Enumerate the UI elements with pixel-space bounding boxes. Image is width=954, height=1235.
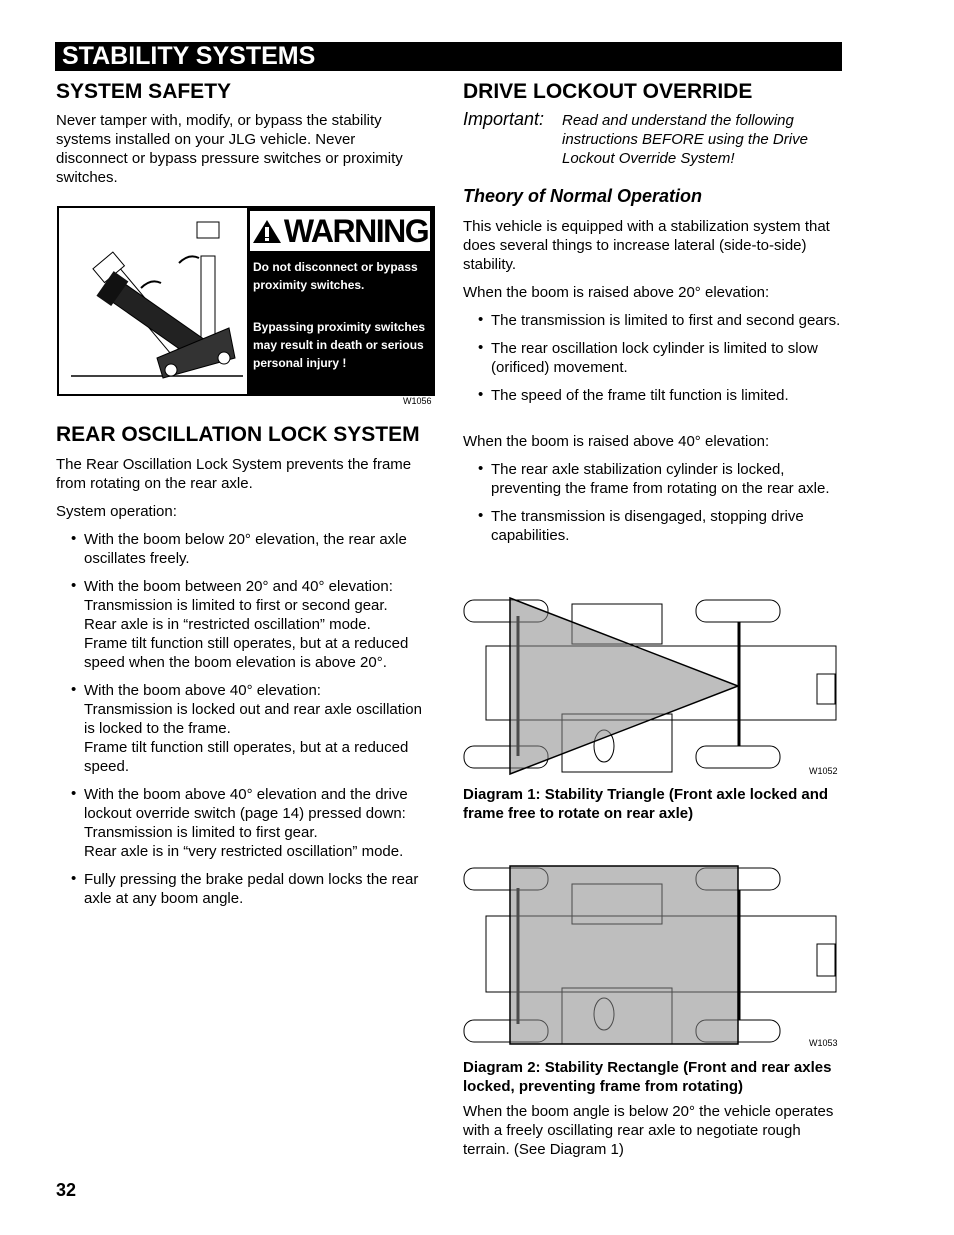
page-number: 32 [56,1180,77,1200]
warning-figure [57,206,435,396]
above-40-bullets [463,460,848,554]
list-item: • The rear axle stabilization cylinder is locked, preventing the frame from rotating on the rear axle. [478,460,830,497]
list-item: • The transmission is limited to first and second gears. [478,311,841,329]
list-item: • The transmission is disengaged, stopping drive capabilities. [478,507,804,544]
boom-tilt-illustration [59,208,245,394]
above-40-label: When the boom is raised above 40° elevation: [463,433,770,450]
theory-heading: Theory of Normal Operation [463,186,703,206]
rear-oscillation-bullets [56,530,436,917]
system-operation-label: System operation: [56,503,177,520]
system-safety-body: Never tamper with, modify, or bypass the stability systems installed on your JLG vehicle. Never disconnect or bypass pressure switches or proximity switches. [56,112,403,186]
above-20-bullets [463,311,848,414]
warning-line-2: Bypassing proximity switches may result in death or serious personal injury ! [253,320,426,370]
rear-oscillation-heading: REAR OSCILLATION LOCK SYSTEM [56,423,420,446]
stability-triangle-diagram [462,596,842,776]
banner-title: STABILITY SYSTEMS [62,42,316,70]
warning-header [249,210,431,252]
important-text: Read and understand the following instructions BEFORE using the Drive Lockout Override System! [562,112,808,167]
system-safety-heading: SYSTEM SAFETY [56,80,232,103]
rear-oscillation-intro: The Rear Oscillation Lock System prevents the frame from rotating on the rear axle. [56,456,412,492]
list-item: • Fully pressing the brake pedal down locks the rear axle at any boom angle. [71,870,419,907]
above-20-label: When the boom is raised above 20° elevation: [463,284,770,301]
list-item: • With the boom above 40° elevation: Transmission is locked out and rear axle oscillation is locked to the frame. Frame tilt function still operates, but at a reduced speed. [71,681,422,775]
warning-panel [247,208,433,394]
section-banner [55,42,842,71]
drive-lockout-heading: DRIVE LOCKOUT OVERRIDE [463,80,753,103]
list-item: • With the boom between 20° and 40° elevation: Transmission is limited to first or second gear. Rear axle is in “restricted oscillation” mode. Frame tilt function still operates, but at a reduced speed when the boom elevation is above 20°. [71,577,409,671]
theory-body: This vehicle is equipped with a stabilization system that does several things to increase lateral (side-to-side) stability. [463,218,830,273]
list-item: • With the boom below 20° elevation, the rear axle oscillates freely. [71,530,407,567]
important-label: Important: [463,109,545,129]
figure-code-w1052: W1052 [809,766,838,776]
list-item: • The speed of the frame tilt function is limited. [478,386,789,404]
warning-triangle-icon [252,218,282,244]
warning-line-1: Do not disconnect or bypass proximity switches. [253,260,418,292]
warning-title: WARNING [283,213,429,249]
figure-code-w1053: W1053 [809,1038,838,1048]
closing-paragraph: When the boom angle is below 20° the vehicle operates with a freely oscillating rear axle to negotiate rough terrain. (See Diagram 1) [463,1103,834,1158]
stability-rectangle-diagram [462,864,842,1046]
list-item: • The rear oscillation lock cylinder is limited to slow (orificed) movement. [478,339,818,376]
figure-code-w1056: W1056 [403,396,432,406]
list-item: • With the boom above 40° elevation and the drive lockout override switch (page 14) pressed down: Transmission is limited to first gear. Rear axle is in “very restricted oscillation” mode. [71,785,408,860]
diagram-2-caption: Diagram 2: Stability Rectangle (Front and rear axles locked, preventing frame from rotating) [463,1059,832,1095]
diagram-1-caption: Diagram 1: Stability Triangle (Front axle locked and frame free to rotate on rear axle) [463,786,829,822]
